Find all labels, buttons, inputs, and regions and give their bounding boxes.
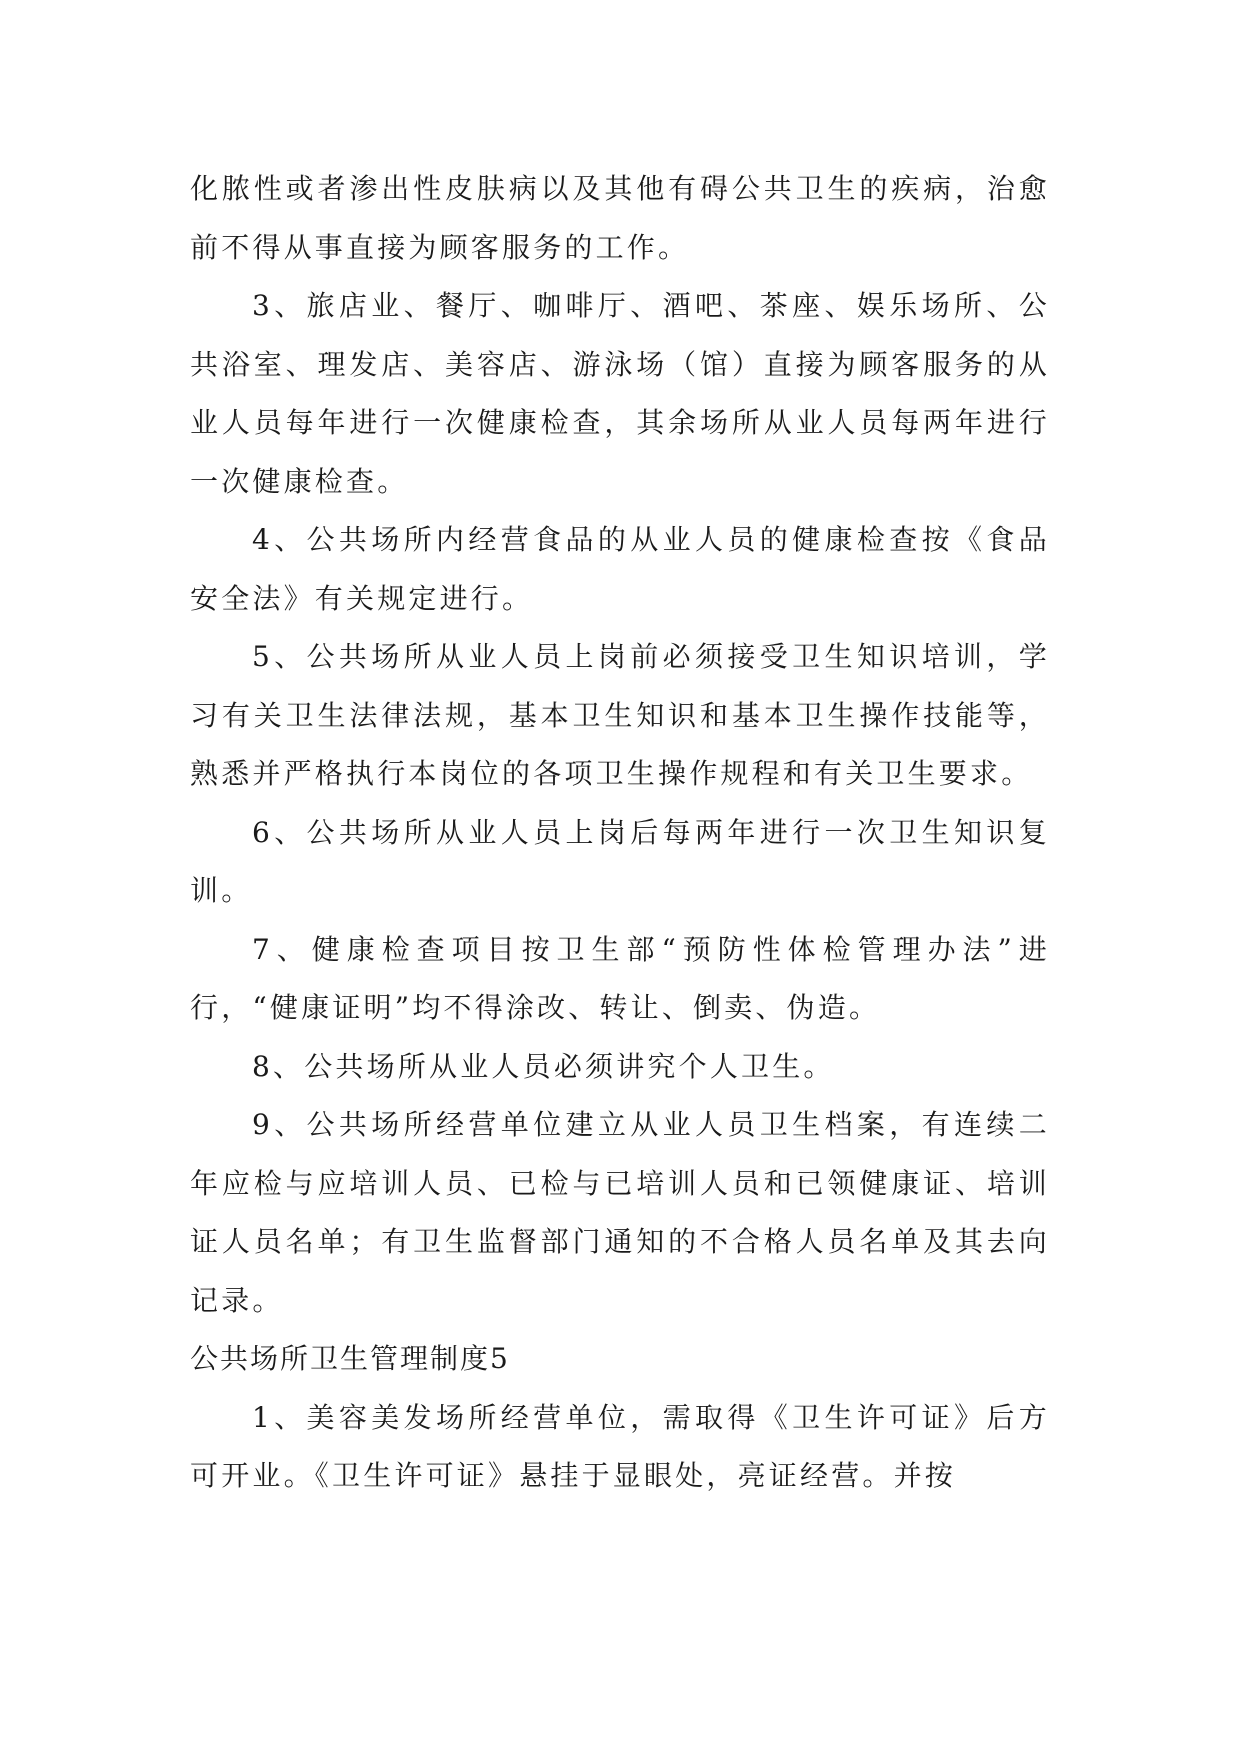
paragraph-item-5: 5、公共场所从业人员上岗前必须接受卫生知识培训，学习有关卫生法律法规，基本卫生知识和基本卫生操作技能等，熟悉并严格执行本岗位的各项卫生操作规程和有关卫生要求。 [190,640,1050,790]
paragraph-item-3: 3、旅店业、餐厅、咖啡厅、酒吧、茶座、娱乐场所、公共浴室、理发店、美容店、游泳场（馆）直接为顾客服务的从业人员每年进行一次健康检查，其余场所从业人员每两年进行一次健康检查。 [190,289,1050,498]
paragraph-section5-item-1: 1、美容美发场所经营单位，需取得《卫生许可证》后方可开业。《卫生许可证》悬挂于显眼处，亮证经营。并按 [190,1400,1050,1492]
paragraph-continuation: 化脓性或者渗出性皮肤病以及其他有碍公共卫生的疾病，治愈前不得从事直接为顾客服务的工作。 [190,172,1050,264]
section-heading: 公共场所卫生管理制度5 [190,1342,510,1375]
paragraph-item-9: 9、公共场所经营单位建立从业人员卫生档案，有连续二年应检与应培训人员、已检与已培训人员和已领健康证、培训证人员名单；有卫生监督部门通知的不合格人员名单及其去向记录。 [190,1108,1050,1317]
document-body [190,160,1050,1506]
paragraph-item-6: 6、公共场所从业人员上岗后每两年进行一次卫生知识复训。 [190,815,1050,907]
paragraph-item-7: 7、健康检查项目按卫生部“预防性体检管理办法”进行，“健康证明”均不得涂改、转让、倒卖、伪造。 [190,932,1050,1024]
paragraph-item-8: 8、公共场所从业人员必须讲究个人卫生。 [252,1049,835,1083]
paragraph-item-4: 4、公共场所内经营食品的从业人员的健康检查按《食品安全法》有关规定进行。 [190,523,1050,615]
